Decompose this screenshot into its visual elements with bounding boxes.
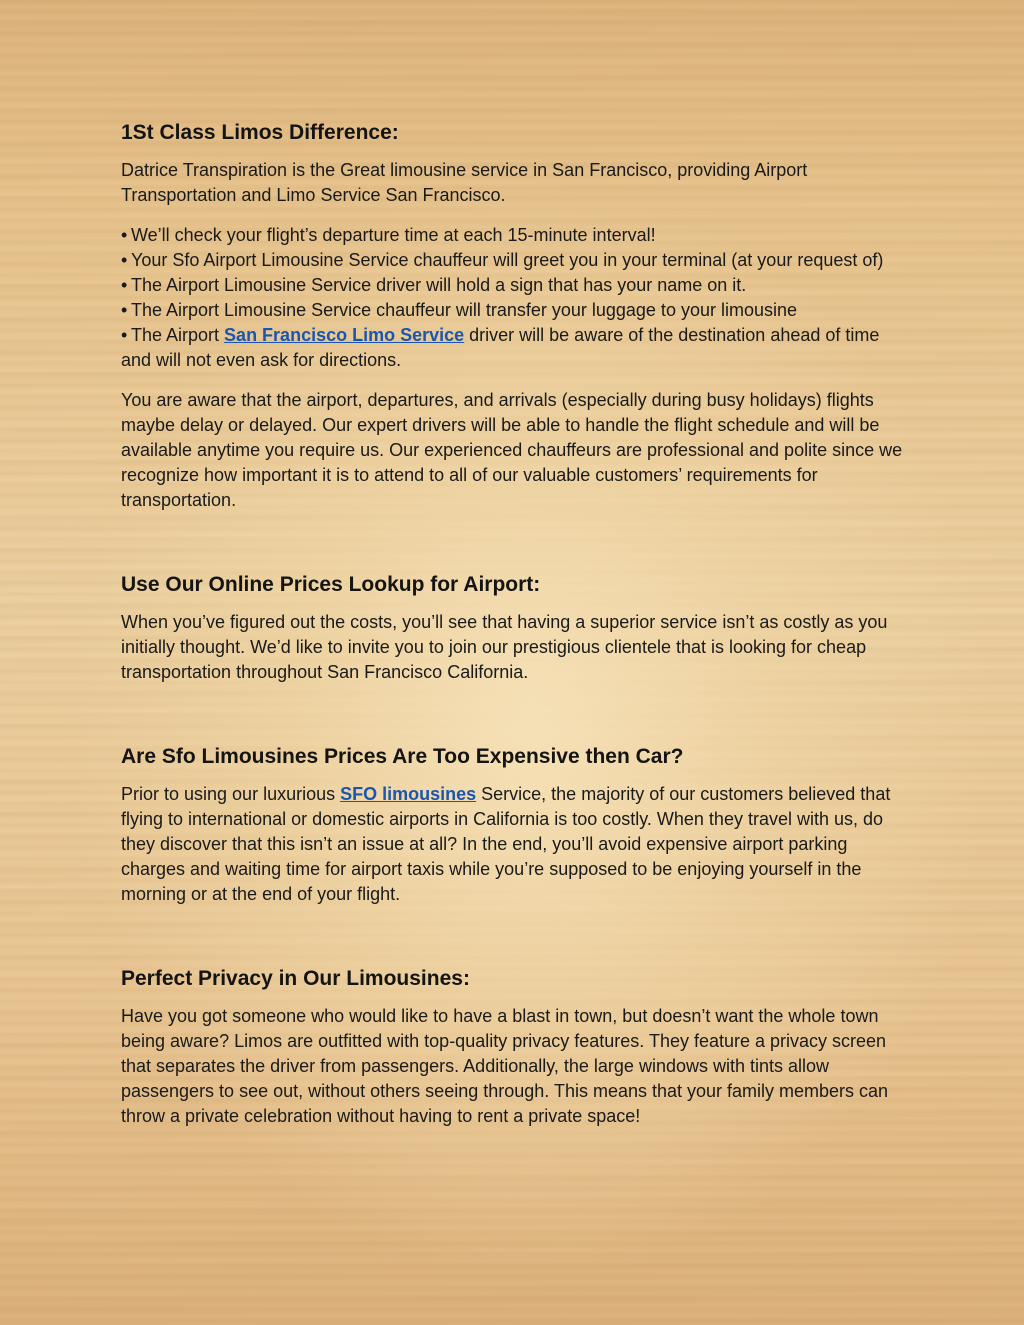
- document-page: [121, 118, 911, 1129]
- section-body: Prior to using our luxurious SFO limousines Service, the majority of our customers believed that flying to international or domestic airports in California is too costly. When they travel with us, do they discover that this isn’t an issue at all? In the end, you’ll avoid expensive airport parking charges and waiting time for airport taxis while you’re supposed to be enjoying yourself in the morning or at the end of your flight.: [121, 784, 891, 904]
- section-heading: Are Sfo Limousines Prices Are Too Expensive then Car?: [121, 745, 684, 768]
- section-heading: Use Our Online Prices Lookup for Airport:: [121, 573, 541, 596]
- section-heading: Perfect Privacy in Our Limousines:: [121, 967, 470, 990]
- section-prices-expensive: [121, 742, 911, 907]
- bullet-item: • The Airport Limousine Service driver will hold a sign that has your name on it.: [121, 273, 911, 298]
- sfo-limousines-link[interactable]: SFO limousines: [340, 784, 477, 804]
- bullet-icon: •: [121, 300, 128, 320]
- bullet-item: • The Airport Limousine Service chauffeur will transfer your luggage to your limousine: [121, 298, 911, 323]
- bullet-icon: •: [121, 225, 128, 245]
- section-body: Have you got someone who would like to have a blast in town, but doesn’t want the whole town being aware? Limos are outfitted with top-quality privacy features. They feature a privacy screen that separates the driver from passengers. Additionally, the large windows with tints allow passengers to see out, without others seeing through. This means that your family members can throw a private celebration without having to rent a private space!: [121, 1006, 889, 1126]
- san-francisco-limo-service-link[interactable]: San Francisco Limo Service: [224, 325, 465, 345]
- section-perfect-privacy: [121, 964, 911, 1129]
- bullet-icon: •: [121, 250, 128, 270]
- bullet-icon: •: [121, 275, 128, 295]
- bullet-list: [121, 223, 911, 373]
- section-intro: Datrice Transpiration is the Great limousine service in San Francisco, providing Airport Transportation and Limo Service San Francisco.: [121, 160, 808, 205]
- section-closing: You are aware that the airport, departures, and arrivals (especially during busy holidays) flights maybe delay or delayed. Our expert drivers will be able to handle the flight schedule and will be available anytime you require us. Our experienced chauffeurs are professional and polite since we recognize how important it is to attend to all of our valuable customers’ requirements for transportation.: [121, 390, 903, 510]
- section-heading: 1St Class Limos Difference:: [121, 121, 399, 144]
- bullet-item: • Your Sfo Airport Limousine Service chauffeur will greet you in your terminal (at your request of): [121, 248, 911, 273]
- section-limos-difference: [121, 118, 911, 513]
- bullet-item: • We’ll check your flight’s departure time at each 15-minute interval!: [121, 223, 911, 248]
- bullet-icon: •: [121, 325, 128, 345]
- section-online-prices: [121, 570, 911, 685]
- bullet-item: • The Airport San Francisco Limo Service driver will be aware of the destination ahead of time and will not even ask for directions.: [121, 325, 880, 370]
- section-body: When you’ve figured out the costs, you’ll see that having a superior service isn’t as costly as you initially thought. We’d like to invite you to join our prestigious clientele that is looking for cheap transportation throughout San Francisco California.: [121, 612, 888, 682]
